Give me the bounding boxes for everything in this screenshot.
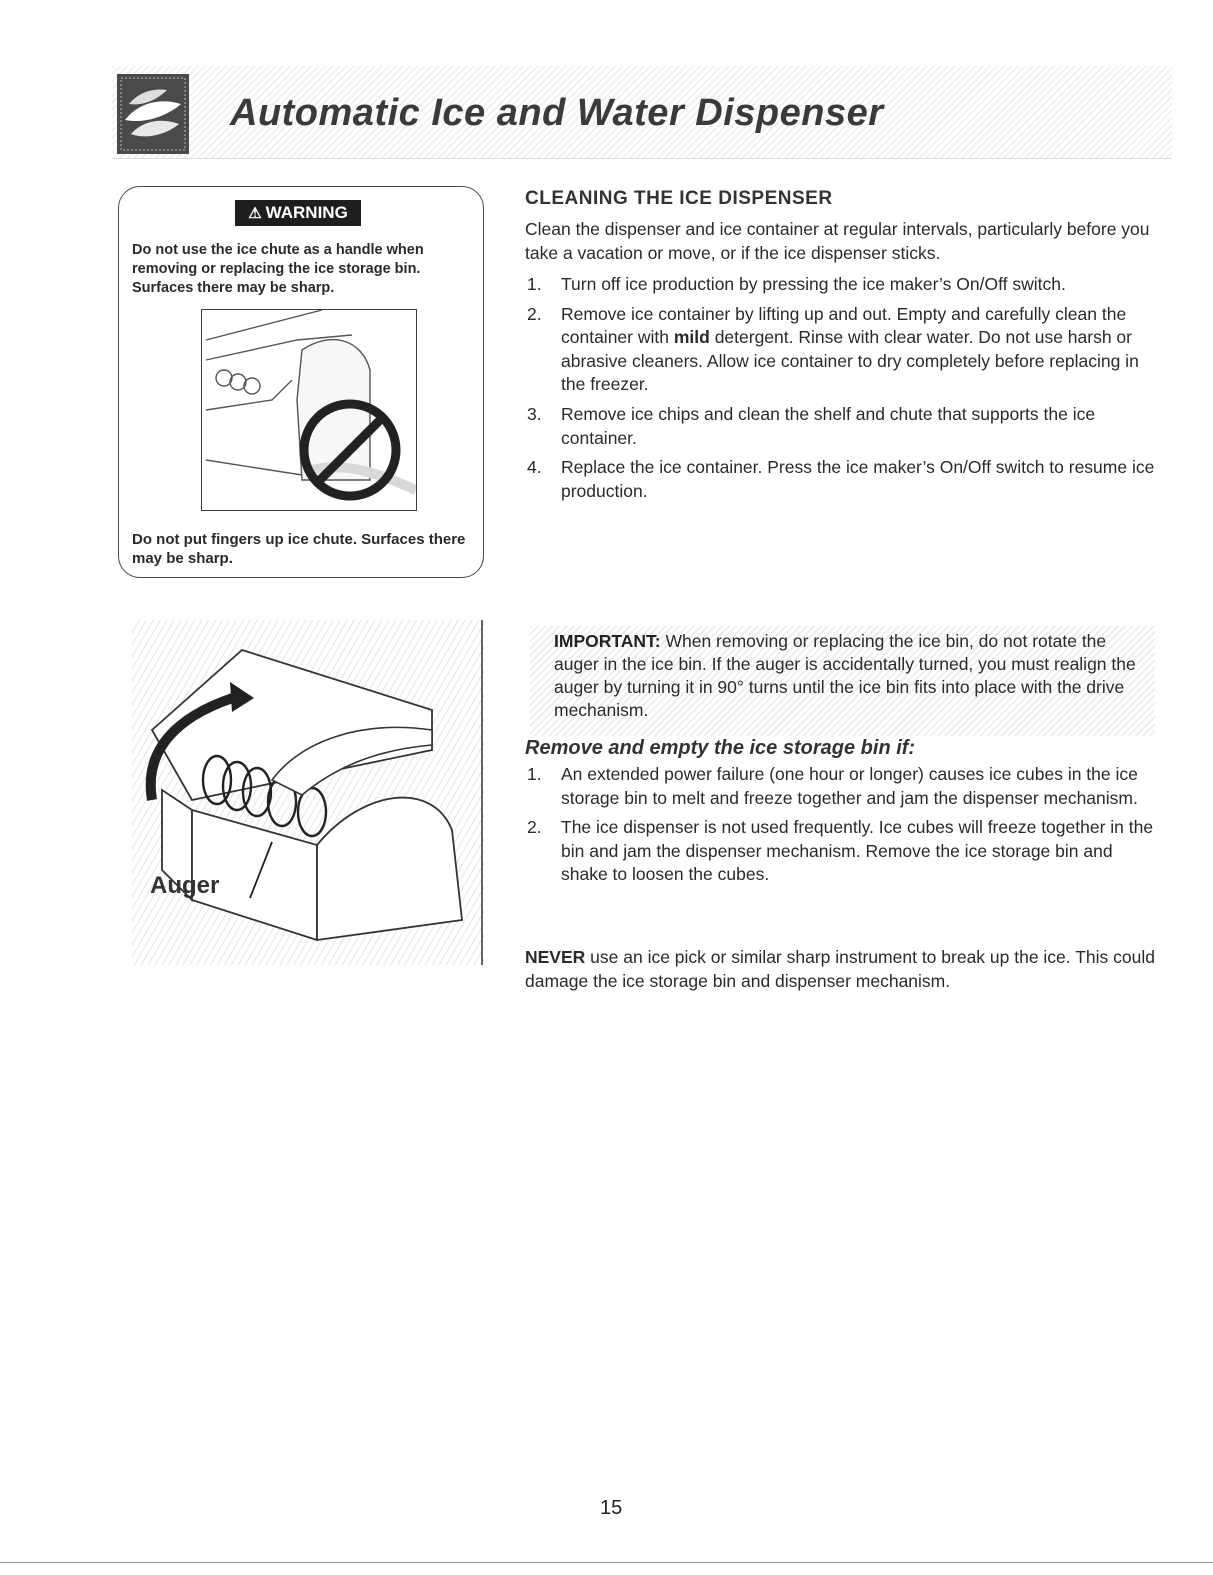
step-number: 4. [527,457,542,478]
step-text: Remove ice chips and clean the shelf and chute that supports the ice container. [561,403,1096,448]
list-item [525,456,1155,503]
cleaning-heading: CLEANING THE ICE DISPENSER [525,188,833,209]
list-item [525,763,1155,810]
list-item [525,816,1155,887]
cleaning-intro: Clean the dispenser and ice container at regular intervals, particularly before you take a vacation or move, or if the ice dispenser sticks. [525,219,1150,263]
item-text: The ice dispenser is not used frequently. Ice cubes will freeze together in the bin and jam the dispenser mechanism. Remove the ice storage bin and shake to loosen the cubes. [561,817,1154,885]
remove-heading: Remove and empty the ice storage bin if: [525,737,916,759]
item-number: 2. [527,817,542,838]
refrigerator-leaf-logo-icon [117,74,189,154]
warning-text-bottom: Do not put fingers up ice chute. Surfaces there may be sharp. [132,531,466,567]
step-text: detergent. Rinse with clear water. Do not use harsh or abrasive cleaners. Allow ice container to dry completely before replacing in the freezer. [561,327,1139,395]
warning-text-top: Do not use the ice chute as a handle when removing or replacing the ice storage bin. Surfaces there may be sharp. [132,242,424,296]
never-text: use an ice pick or similar sharp instrument to break up the ice. This could damage the ice storage bin and dispenser mechanism. [525,947,1155,991]
item-text: An extended power failure (one hour or longer) causes ice cubes in the ice storage bin to melt and freeze together and jam the dispenser mechanism. [561,764,1138,808]
step-number: 2. [527,303,542,324]
ice-chute-warning-illustration [201,309,417,511]
step-bold-text: mild [673,327,710,348]
important-text: When removing or replacing the ice bin, do not rotate the auger in the ice bin. If the auger is accidentally turned, you must realign the auger by turning it in 90° turns until the ice bin fits into place with the drive mechanism. [554,631,1136,720]
step-text: Replace the ice container. Press the ice maker’s On/Off switch to resume ice production. [561,457,1155,501]
step-number: 1. [527,274,542,294]
never-label: NEVER [525,947,586,967]
cleaning-steps-list [525,273,1155,509]
warning-badge-label: WARNING [265,203,348,222]
important-note [554,630,1139,722]
remove-conditions-list [525,763,1155,893]
never-caution [525,945,1160,993]
footer-divider [0,1562,1213,1563]
page-number: 15 [600,1497,623,1519]
warning-triangle-icon: ⚠ [248,205,262,222]
list-item [525,273,1155,297]
item-number: 1. [527,764,542,784]
important-label: IMPORTANT: [554,631,661,651]
step-text: Turn off ice production by pressing the ice maker’s On/Off switch. [561,274,1066,294]
auger-callout-label: Auger [150,872,220,899]
ice-bin-auger-illustration [132,620,484,965]
page-title: Automatic Ice and Water Dispenser [230,92,884,134]
list-item [525,303,1155,397]
step-text: Remove ice container by lifting up and out. Empty and carefully clean the container with [561,303,1127,348]
step-number: 3. [527,403,542,424]
warning-badge [235,200,361,226]
list-item [525,403,1155,450]
